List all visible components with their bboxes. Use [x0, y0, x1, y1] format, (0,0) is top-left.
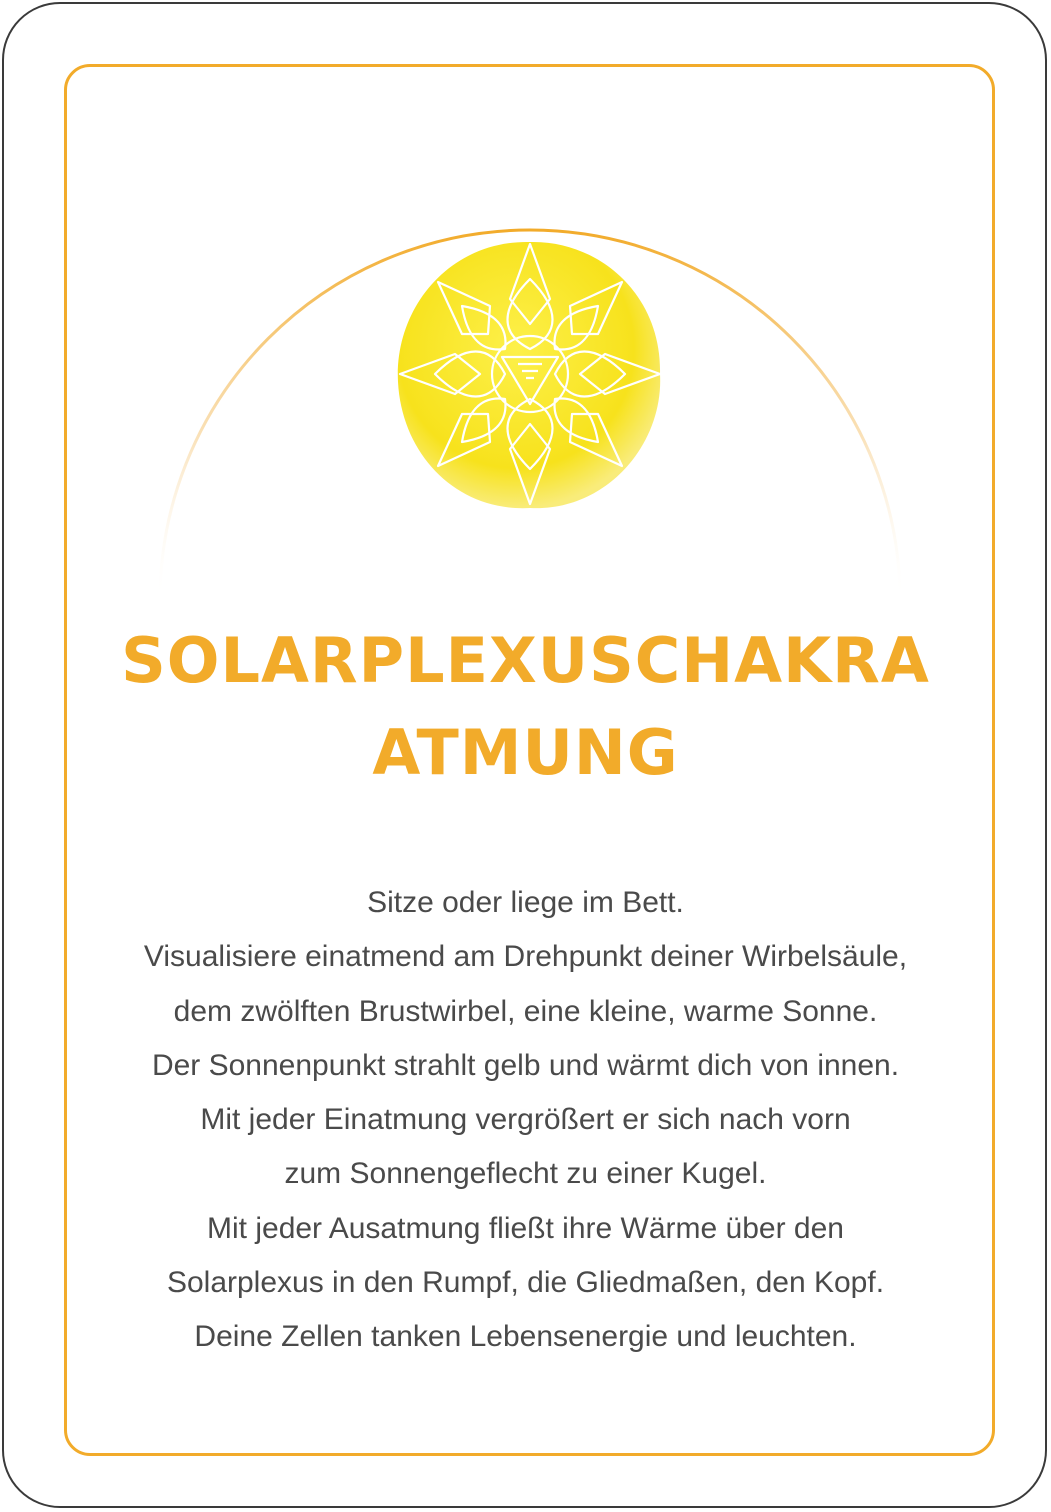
- instruction-line: dem zwölften Brustwirbel, eine kleine, warme Sonne.: [173, 994, 878, 1028]
- title-line-1: SOLARPLEXUSCHAKRA: [121, 624, 930, 697]
- solar-plexus-lotus-icon: [380, 224, 680, 524]
- instruction-line: Sitze oder liege im Bett.: [367, 886, 684, 919]
- instruction-line: Mit jeder Einatmung vergrößert er sich nach vorn: [200, 1103, 851, 1137]
- instruction-line: zum Sonnengeflecht zu einer Kugel.: [284, 1157, 767, 1191]
- instruction-line: Deine Zellen tanken Lebensenergie und leuchten.: [194, 1320, 857, 1354]
- instruction-line: Solarplexus in den Rumpf, die Gliedmaßen, den Kopf.: [166, 1266, 885, 1300]
- instruction-line: Der Sonnenpunkt strahlt gelb und wärmt dich von innen.: [151, 1048, 900, 1082]
- instruction-line: Visualisiere einatmend am Drehpunkt deiner Wirbelsäule,: [143, 940, 908, 974]
- title-line-2: ATMUNG: [372, 716, 679, 789]
- instruction-line: Mit jeder Ausatmung fließt ihre Wärme über den: [207, 1211, 844, 1245]
- instruction-text: [60, 876, 991, 1365]
